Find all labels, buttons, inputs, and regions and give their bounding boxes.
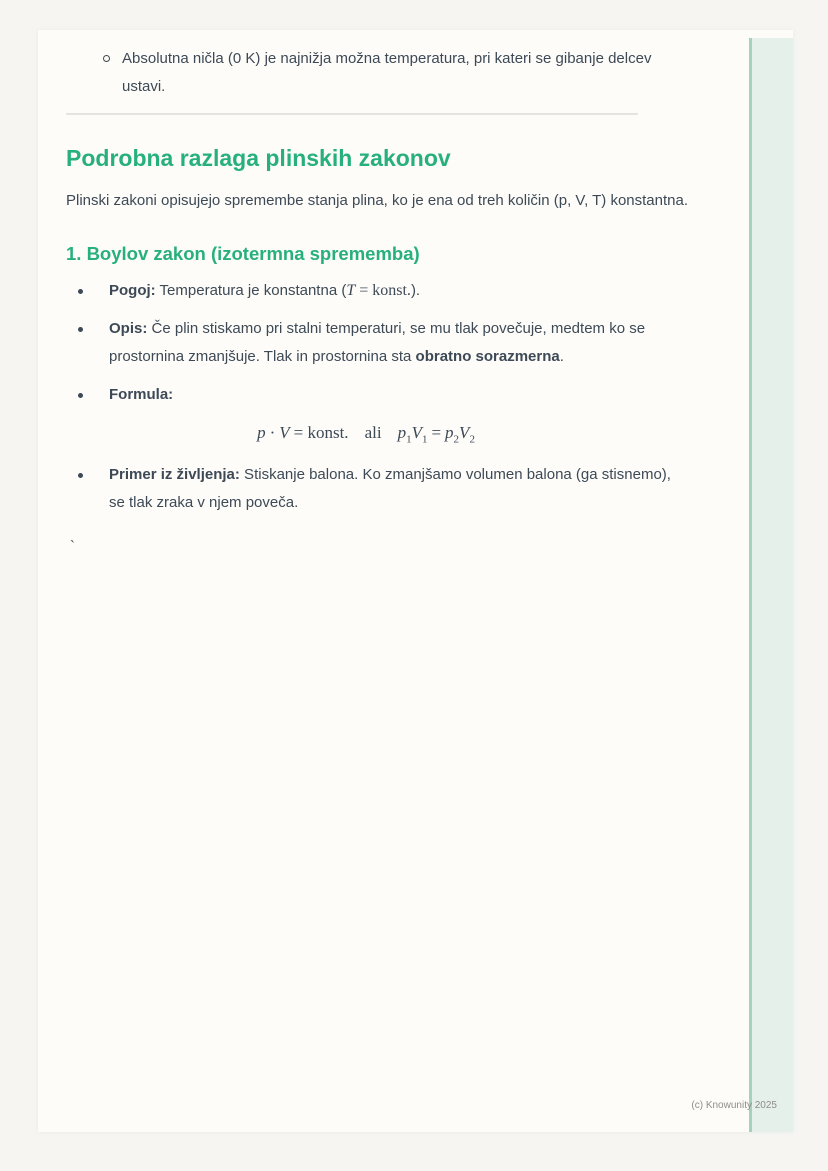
document-card — [38, 30, 793, 1132]
math-text: = konst. — [293, 423, 349, 442]
text-run: ). — [410, 282, 421, 299]
text-run: . — [559, 348, 564, 365]
list-item-pogoj — [66, 277, 728, 305]
bullet-icon — [78, 289, 83, 294]
page-edge-accent-bar — [749, 38, 793, 1132]
list-item-text — [109, 461, 687, 517]
term-label: Formula: — [109, 386, 174, 403]
nested-list-text: Absolutna ničla (0 K) je najnižja možna temperatura, pri kateri se gibanje delcev ustavi. — [122, 50, 652, 95]
term-label: Pogoj: — [109, 282, 156, 299]
subsection-title: 1. Boylov zakon (izotermna sprememba) — [66, 243, 420, 264]
math-subscript: 2 — [453, 433, 460, 446]
copyright-note: (c) Knowunity 2025 — [691, 1100, 777, 1111]
section-intro-paragraph: Plinski zakoni opisujejo spremembe stanja plina, ko je ena od treh količin (p, V, T) konstantna. — [66, 192, 689, 209]
emphasized-text: obratno sorazmerna — [415, 348, 560, 365]
term-label: Opis: — [109, 320, 148, 337]
list-item-formula — [66, 381, 728, 409]
math-subscript: 1 — [406, 433, 412, 446]
bullet-icon — [78, 327, 83, 332]
math-connector-word: ali — [364, 423, 382, 442]
math-operator: · — [269, 423, 276, 442]
bullet-icon — [78, 473, 83, 478]
horizontal-divider — [66, 113, 638, 115]
math-subscript: 1 — [421, 433, 428, 446]
stray-character: ` — [70, 538, 75, 555]
text-run: Temperatura je konstantna ( — [155, 282, 347, 299]
list-item-opis — [66, 315, 728, 371]
math-operator: = — [431, 423, 442, 442]
math-variable: $p_2$ — [445, 423, 460, 446]
list-item-text — [109, 381, 687, 409]
bullet-icon — [78, 393, 83, 398]
bullet-list — [66, 277, 728, 517]
list-item-text — [109, 277, 687, 305]
nested-list-item — [66, 45, 691, 101]
math-variable: $V_2$ — [459, 423, 475, 446]
math-variable: $V_1$ — [411, 423, 428, 446]
math-variable: $p_1$ — [397, 423, 412, 446]
document-content — [66, 30, 728, 561]
list-item-primer — [66, 461, 728, 517]
text-run: Če plin stiskamo pri stalni temperaturi, se mu tlak povečuje, medtem ko se prostornina zmanjšuje. Tlak in prostornina sta — [109, 320, 646, 365]
math-subscript: 2 — [469, 433, 475, 446]
term-label: Primer iz življenja: — [109, 466, 240, 483]
math-variable: V — [279, 423, 290, 442]
math-text: = konst. — [355, 282, 411, 299]
formula-block — [66, 419, 666, 447]
hollow-bullet-icon — [103, 55, 110, 62]
section-title: Podrobna razlaga plinskih zakonov — [66, 145, 451, 171]
list-item-text — [109, 315, 687, 371]
math-variable: T — [346, 282, 356, 299]
math-variable: p — [257, 423, 266, 442]
text-run: Stiskanje balona. Ko zmanjšamo volumen balona (ga stisnemo), se tlak zraka v njem poveča. — [109, 466, 671, 511]
